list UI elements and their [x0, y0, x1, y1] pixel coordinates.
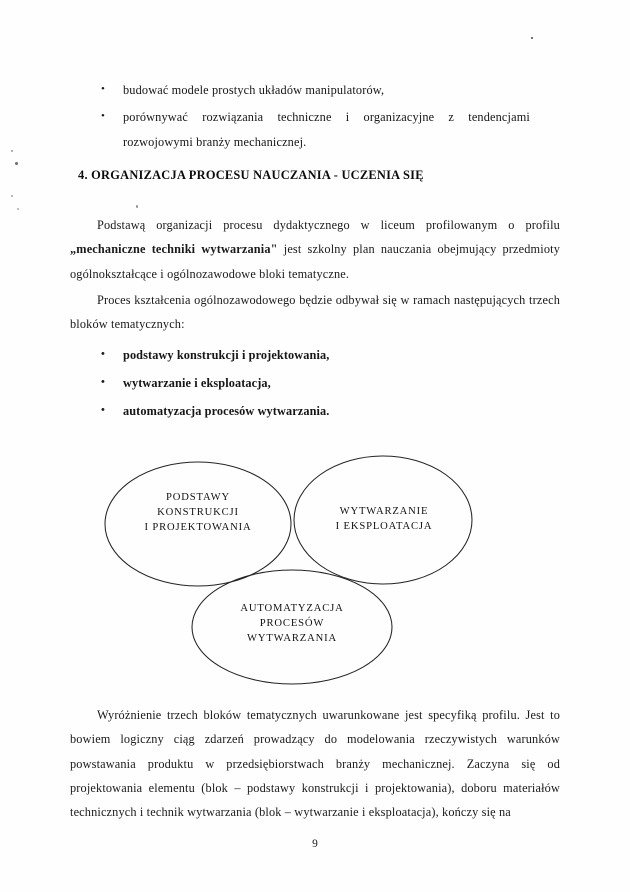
list-item: • podstawy konstrukcji i projektowania, — [90, 343, 510, 367]
list-item: • budować modele prostych układów manipulatorów, — [90, 78, 530, 102]
list-item: • wytwarzanie i eksploatacja, — [90, 371, 510, 395]
scan-speck — [17, 208, 19, 210]
objectives-list — [90, 78, 530, 154]
ellipse-automatyzacja-line-1: AUTOMATYZACJA — [240, 603, 344, 614]
process-text: Proces kształcenia ogólnozawodowego będzie odbywał się w ramach następujących trzech bloków tematycznych: — [70, 293, 560, 332]
ellipse-wytwarzanie — [294, 456, 472, 584]
ellipse-podstawy-line-2: KONSTRUKCJI — [157, 507, 239, 518]
intro-text-part-two: jest szkolny plan nauczania obejmujący przedmioty ogólnokształcące i ogólnozawodowe bloki tematyczne. — [70, 242, 560, 281]
scan-speck — [136, 205, 138, 208]
process-paragraph — [70, 288, 560, 337]
page-number: 9 — [312, 838, 318, 850]
scan-speck — [11, 195, 13, 197]
intro-paragraph — [70, 213, 560, 286]
intro-text-part-one: Podstawą organizacji procesu dydaktycznego w liceum profilowanym o profilu — [97, 218, 560, 232]
scan-speck — [15, 162, 18, 165]
list-item: • automatyzacja procesów wytwarzania. — [90, 399, 510, 423]
thematic-blocks-list — [90, 343, 510, 423]
ellipse-automatyzacja-line-3: WYTWARZANIA — [247, 633, 337, 644]
closing-text: Wyróżnienie trzech bloków tematycznych uwarunkowane jest specyfiką profilu. Jest to bowiem logiczny ciąg zdarzeń prowadzący do modelowania rzeczywistych warunków powstawania produktu w przedsiębiorstwach branży mechanicznej. Zaczyna się od projektowania elementu (blok – podstawy konstrukcji i projektowania), doboru materiałów technicznych i technik wytwarzania (blok – wytwarzanie i eksploatacja), kończy się na — [70, 708, 560, 820]
thematic-blocks-diagram — [95, 440, 495, 690]
scan-speck — [11, 150, 13, 152]
ellipse-automatyzacja-line-2: PROCESÓW — [259, 618, 325, 629]
closing-paragraph — [70, 703, 560, 824]
profile-name-emphasis: „mechaniczne techniki wytwarzania" — [70, 242, 278, 257]
ellipse-wytwarzanie-line-2: I EKSPLOATACJA — [335, 521, 433, 532]
scan-speck — [531, 37, 533, 39]
ellipse-podstawy-line-1: PODSTAWY — [166, 492, 230, 503]
list-item: • porównywać rozwiązania techniczne i organizacyjne z tendencjami rozwojowymi branży mechanicznej. — [90, 105, 530, 154]
ellipse-wytwarzanie-line-1: WYTWARZANIE — [339, 506, 429, 517]
section-heading: 4. ORGANIZACJA PROCESU NAUCZANIA - UCZENIA SIĘ — [78, 168, 424, 182]
ellipse-podstawy-line-3: I PROJEKTOWANIA — [144, 522, 252, 533]
